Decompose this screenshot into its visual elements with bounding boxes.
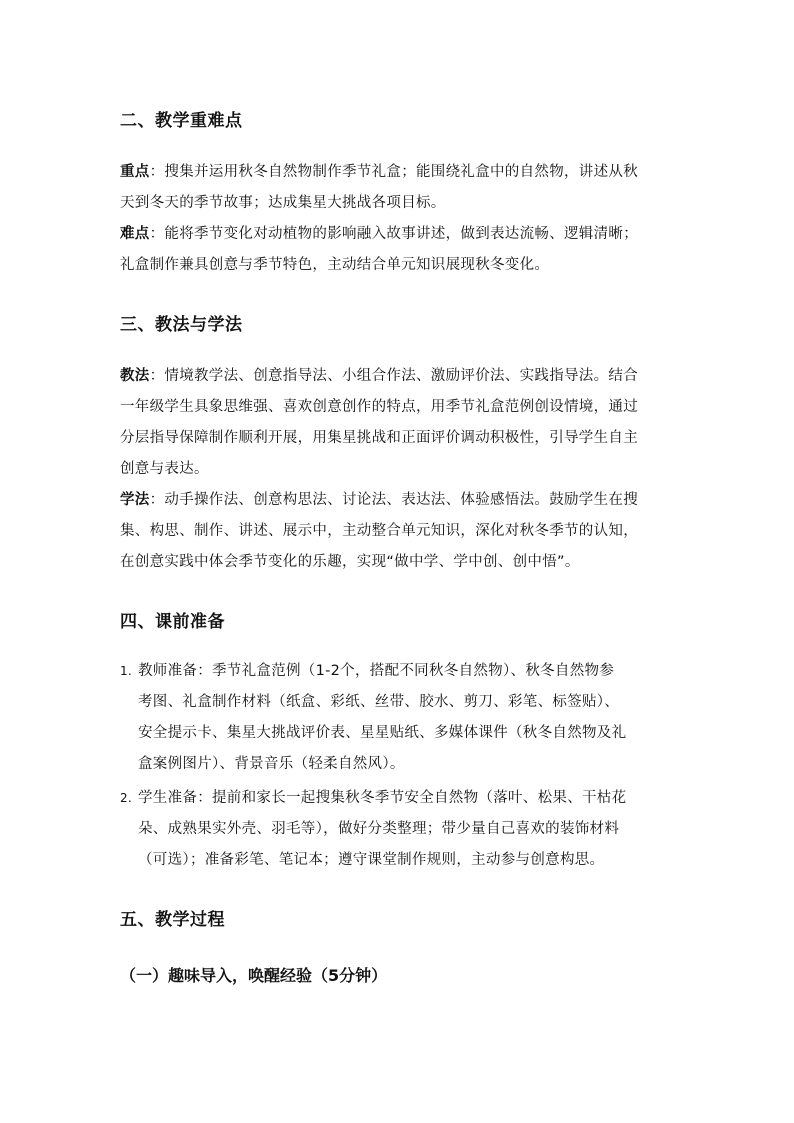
subsection-heading-intro: （一）趣味导入，唤醒经验（5分钟） xyxy=(120,966,388,985)
list-item-text: 教师准备：季节礼盒范例（1-2个，搭配不同秋冬自然物）、秋冬自然物参 考图、礼盒制作材料（纸盒、彩纸、丝带、胶水、剪刀、彩笔、标签贴）、 安全提示卡、集星大挑战评价表、星星贴纸、多媒体课件（秋冬自然物及礼 盒案例图片）、背景音乐（轻柔自然风）。 xyxy=(138,663,627,772)
learning-method-line-2: 集、构思、制作、讲述、展示中，主动整合单元知识，深化对秋冬季节的认知， xyxy=(120,523,638,539)
list-item xyxy=(120,783,680,876)
teaching-method-line-2: 一年级学生具象思维强、喜欢创意创作的特点，用季节礼盒范例创设情境，通过 xyxy=(120,399,638,415)
section-heading-teaching-focus: 二、教学重难点 xyxy=(120,111,243,131)
methods-paragraph xyxy=(120,361,680,578)
difficult-points-label: 难点 xyxy=(120,226,150,242)
section-heading-preparation: 四、课前准备 xyxy=(120,612,225,632)
section-heading-methods: 三、教法与学法 xyxy=(120,315,243,335)
list-number: 1. xyxy=(120,664,133,678)
list-item xyxy=(120,656,680,780)
teaching-method-line-1: 教法：情境教学法、创意指导法、小组合作法、激励评价法、实践指导法。结合 xyxy=(120,368,639,384)
list-item-text: 学生准备：提前和家长一起搜集秋冬季节安全自然物（落叶、松果、干枯花 朵、成熟果实外壳、羽毛等），做好分类整理；带少量自己喜欢的装饰材料 （可选）；准备彩笔、笔记本；遵守课堂制作规则，主动参与创意构思。 xyxy=(138,790,627,868)
list-number: 2. xyxy=(120,791,133,805)
key-points-label: 重点 xyxy=(120,164,150,180)
difficult-points-line-1: 难点：能将季节变化对动植物的影响融入故事讲述，做到表达流畅、逻辑清晰； xyxy=(120,226,639,242)
teaching-method-label: 教法 xyxy=(120,368,150,384)
learning-method-line-1: 学法：动手操作法、创意构思法、讨论法、表达法、体验感悟法。鼓励学生在搜 xyxy=(120,492,639,508)
key-points-line-2: 天到冬天的季节故事；达成集星大挑战各项目标。 xyxy=(120,195,446,211)
key-points-line-1: 重点：搜集并运用秋冬自然物制作季节礼盒；能围绕礼盒中的自然物，讲述从秋 xyxy=(120,164,639,180)
key-points-paragraph xyxy=(120,157,680,281)
difficult-points-line-2: 礼盒制作兼具创意与季节特色，主动结合单元知识展现秋冬变化。 xyxy=(120,257,550,273)
teaching-method-line-3: 分层指导保障制作顺利开展，用集星挑战和正面评价调动积极性，引导学生自主 xyxy=(120,430,638,446)
teaching-method-line-4: 创意与表达。 xyxy=(120,461,209,477)
learning-method-line-3: 在创意实践中体会季节变化的乐趣，实现“做中学、学中创、创中悟”。 xyxy=(120,554,580,570)
learning-method-label: 学法 xyxy=(120,492,150,508)
section-heading-process: 五、教学过程 xyxy=(120,910,225,930)
